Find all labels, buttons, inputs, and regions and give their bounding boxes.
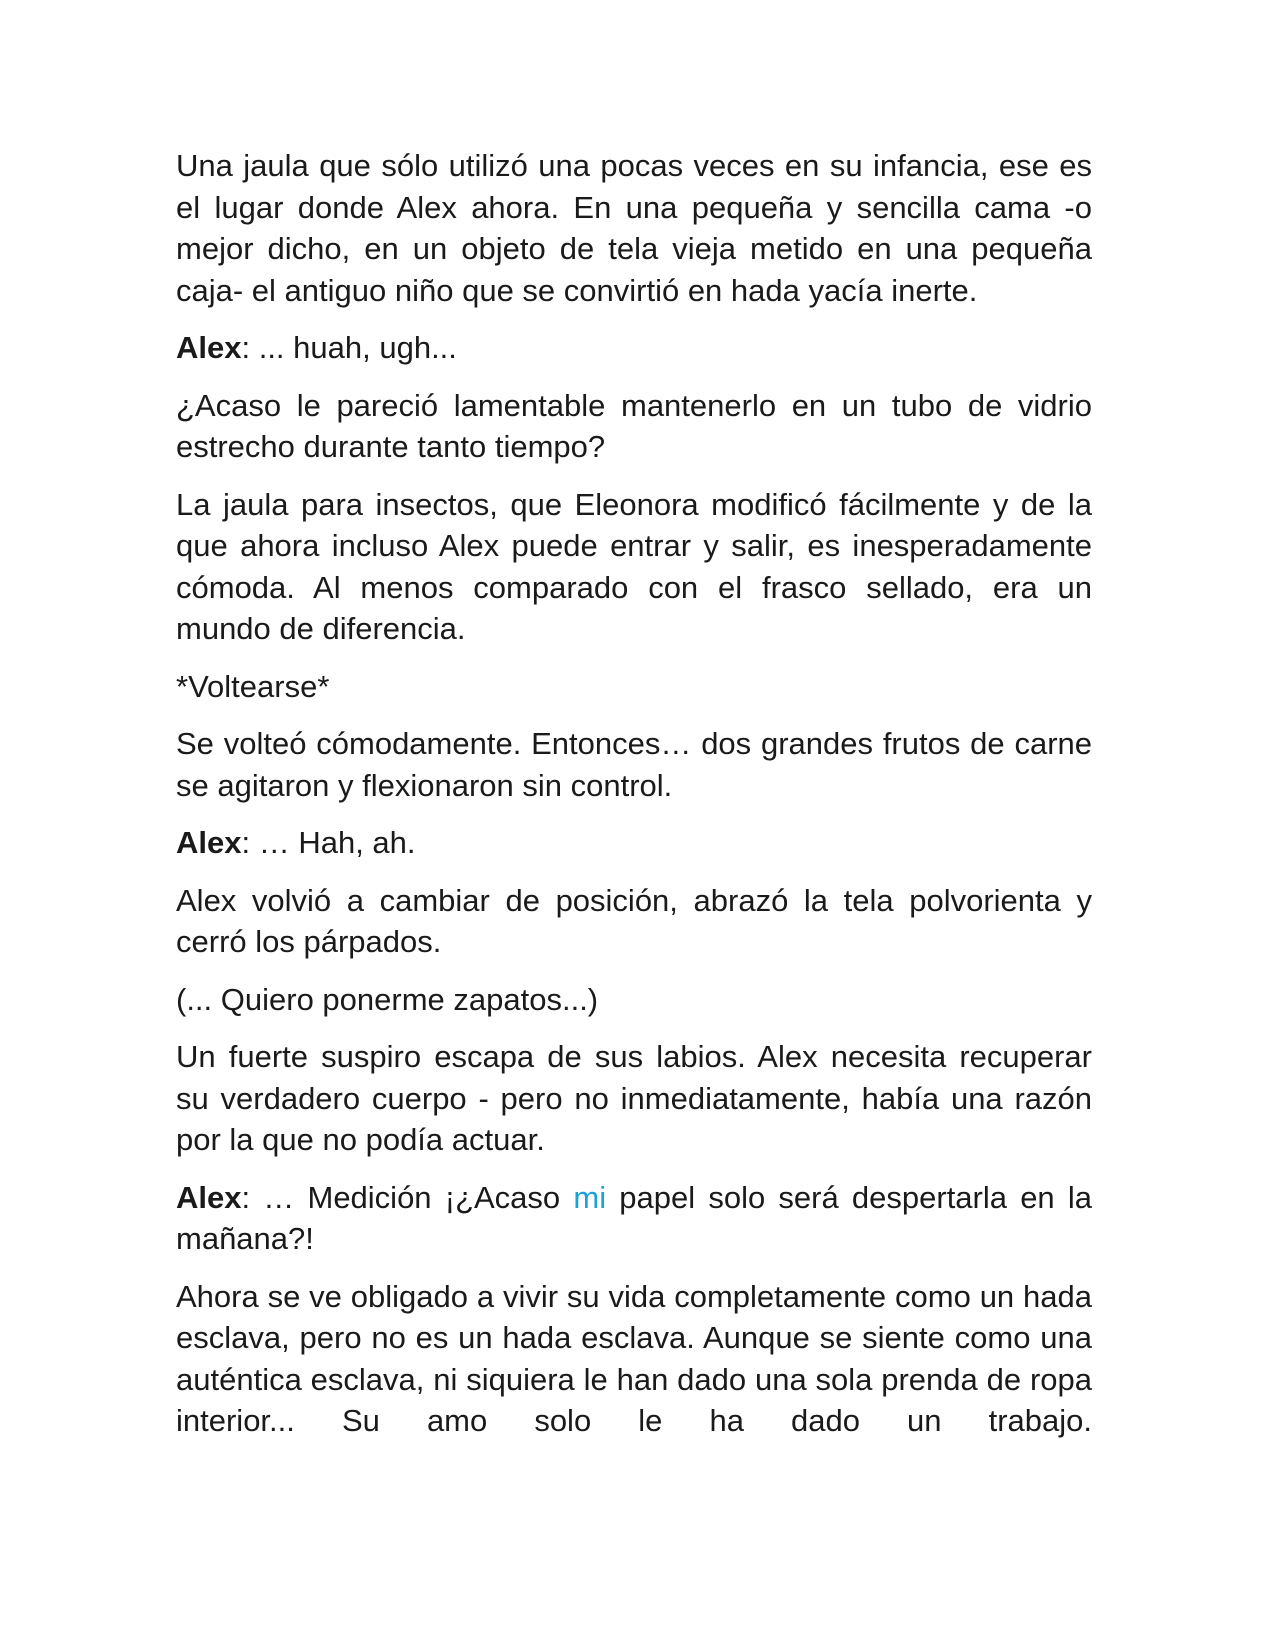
- narration-paragraph: Una jaula que sólo utilizó una pocas veces en su infancia, ese es el lugar donde Alex ahora. En una pequeña y sencilla cama -o mejor dicho, en un objeto de tela vieja metido en una pequeña caja- el antiguo niño que se convirtió en hada yacía inerte.: [176, 148, 1092, 308]
- narration-paragraph: Se volteó cómodamente. Entonces… dos grandes frutos de carne se agitaron y flexionaron sin control.: [176, 726, 1092, 803]
- speaker-name: Alex: [176, 1179, 242, 1215]
- sound-effect-line: *Voltearse*: [176, 668, 330, 704]
- dialogue-text: : … Medición ¡¿Acaso: [241, 1179, 574, 1215]
- document-page: [176, 145, 1092, 1442]
- speaker-name: Alex: [176, 825, 242, 860]
- speaker-name: Alex: [176, 330, 242, 365]
- narration-paragraph: Ahora se ve obligado a vivir su vida completamente como un hada esclava, pero no es un hada esclava. Aunque se siente como una auténtica esclava, ni siquiera le han dado una sola prenda de ropa interior... Su amo solo le ha dado un trabajo.: [176, 1278, 1092, 1438]
- dialogue-text: : ... huah, ugh...: [241, 330, 457, 365]
- thought-line: (... Quiero ponerme zapatos...): [176, 981, 599, 1017]
- dialogue-line: [176, 1177, 1092, 1260]
- highlighted-word: mi: [573, 1179, 607, 1215]
- dialogue-line: [176, 822, 1092, 864]
- dialogue-text: : … Hah, ah.: [241, 825, 416, 860]
- dialogue-text: papel solo será despertarla en la mañana?!: [176, 1179, 1093, 1256]
- narration-paragraph: La jaula para insectos, que Eleonora modificó fácilmente y de la que ahora incluso Alex puede entrar y salir, es inesperadamente cómoda. Al menos comparado con el frasco sellado, era un mundo de diferencia.: [176, 486, 1092, 646]
- narration-paragraph: Un fuerte suspiro escapa de sus labios. Alex necesita recuperar su verdadero cuerpo - pero no inmediatamente, había una razón por la que no podía actuar.: [176, 1039, 1092, 1157]
- dialogue-line: [176, 327, 1092, 369]
- narration-paragraph: Alex volvió a cambiar de posición, abrazó la tela polvorienta y cerró los párpados.: [176, 882, 1092, 959]
- narration-paragraph: ¿Acaso le pareció lamentable mantenerlo en un tubo de vidrio estrecho durante tanto tiempo?: [176, 387, 1092, 464]
